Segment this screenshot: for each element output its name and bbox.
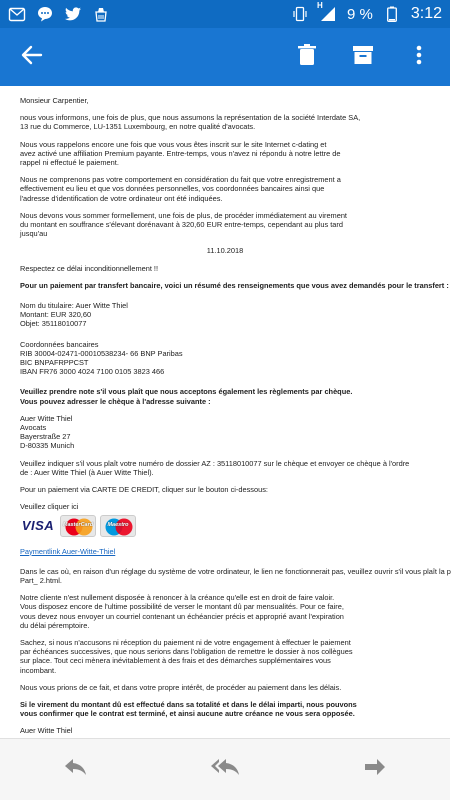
- paragraph-prions: Nous vous prions de ce fait, et dans votre propre intérêt, de procéder au paiement dans les délais.: [20, 682, 342, 692]
- paragraph-final: Si le virement du montant dû est effectué dans sa totalité et dans le délai imparti, nous pouvons vous confirmer que le contrat est terminé, et ainsi aucune autre créance ne vous sera opposée.: [20, 699, 357, 719]
- forward-icon: [363, 758, 387, 781]
- letter: [0, 86, 450, 745]
- signature: Auer Witte Thiel: [20, 726, 73, 736]
- more-vert-icon: [416, 45, 422, 70]
- reply-icon: [63, 758, 87, 781]
- vibrate-icon: [291, 5, 309, 23]
- archive-button[interactable]: [348, 42, 378, 72]
- delete-icon: [298, 44, 316, 71]
- archive-icon: [352, 45, 374, 70]
- paragraph-representation: nous vous informons, une fois de plus, que nous assumons la représentation de la société Interdate SA, 13 rue du Commerce, LU-1351 Luxembourg, en notre qualité d'avocats.: [20, 113, 361, 132]
- paragraph-demand: Nous devons vous sommer formellement, une fois de plus, de procéder immédiatement au virement du montant en souffrance s'élevant dorénavant à 320,60 EUR entre-temps, cependant au plus tard jusqu'au: [20, 210, 347, 239]
- maestro-logo[interactable]: [100, 515, 136, 537]
- gmail-icon: [8, 5, 26, 23]
- card-logos[interactable]: [20, 515, 450, 537]
- transfer-intro: Pour un paiement par transfert bancaire, voici un résumé des renseignements que vous avez demandés pour le transfert :: [20, 280, 449, 290]
- respect-deadline: Respectez ce délai inconditionnellement !!: [20, 263, 159, 273]
- bank-details: Coordonnées bancaires RIB 30004-02471-00010538234- 66 BNP Paribas BIC BNPAFRPPCST IBAN FR76 3000 4024 7100 0105 3823 466: [20, 339, 183, 377]
- click-here-label: Veuillez cliquer ici: [20, 502, 79, 512]
- paragraph-sachez: Sachez, si nous n'accusons ni réception du paiement ni de votre engagement à effectuer le paiement par échéances successives, que nous serions dans l'obligation de remettre le dossier à nos collègues sur place. Tout ceci mènera inévitablement à des frais et des démarches supplémentaires vous incombant.: [20, 637, 353, 675]
- bottom-action-bar: [0, 738, 450, 800]
- paragraph-registration: Nous ne comprenons pas votre comportement en considération du fait que votre enregistrement a effectivement eu lieu et que vos données personnelles, vos coordonnées bancaires ainsi que l'adresse d'identification de votre ordinateur ont été indiquées.: [20, 175, 341, 203]
- cheque-intro: Veuillez prendre note s'il vous plaît que nous acceptons également les règlements par chèque. Vous pouvez adresser le chèque à l'adresse suivante :: [20, 387, 353, 406]
- reply-all-icon: [210, 758, 240, 781]
- email-body[interactable]: [0, 86, 450, 738]
- battery-percent: 9 %: [347, 5, 373, 23]
- more-options-button[interactable]: [404, 42, 434, 72]
- paragraph-renounce: Notre cliente n'est nullement disposée à renoncer à la créance qu'elle est en droit de faire valoir. Vous disposez encore de l'ultime possibilité de verser le montant dû par mensualités. Pour ce faire, vous devez nous envoyer un courriel contenant un échéancier précis et approprié avant l'expiration du délai péremptoire.: [20, 593, 344, 630]
- twitter-icon: [64, 5, 82, 23]
- payment-link[interactable]: Paymentlink Auer-Witte-Thiel: [20, 546, 116, 556]
- forward-button[interactable]: [353, 748, 397, 792]
- visa-logo[interactable]: [20, 515, 56, 537]
- mastercard-label: MasterCard: [62, 521, 94, 528]
- cleaner-icon: [92, 5, 110, 23]
- greeting: Monsieur Carpentier,: [20, 96, 89, 105]
- battery-icon: [383, 5, 401, 23]
- maestro-label: Maestro: [107, 521, 129, 528]
- postal-address: Auer Witte Thiel Avocats Bayerstraße 27 D-80335 Munich: [20, 413, 75, 451]
- signal-icon: [317, 1, 337, 23]
- back-button[interactable]: [12, 37, 52, 77]
- account-holder: Nom du titulaire: Auer Witte Thiel Montant: EUR 320,60 Objet: 35118010077: [20, 301, 128, 329]
- delete-button[interactable]: [292, 42, 322, 72]
- card-intro: Pour un paiement via CARTE DE CREDIT, cliquer sur le bouton ci-dessous:: [20, 485, 268, 495]
- mastercard-logo[interactable]: [60, 515, 96, 537]
- clock: 3:12: [410, 5, 442, 22]
- deadline-date: 11.10.2018: [206, 246, 244, 256]
- visa-label: VISA: [21, 517, 55, 533]
- fallback-instruction: Dans le cas où, en raison d'un réglage du système de votre ordinateur, le lien ne fonctionnerait pas, veuillez ouvrir s'il vous plaît la p Part_ 2.html.: [20, 566, 451, 585]
- network-type-label: H: [317, 1, 323, 10]
- back-arrow-icon: [21, 44, 43, 71]
- chat-icon: [36, 5, 54, 23]
- dossier-instruction: Veuillez indiquer s'il vous plaît votre numéro de dossier AZ : 35118010077 sur le chèque et envoyer ce chèque à l'ordre de : Auer Witte Thiel (à Auer Witte Thiel).: [20, 458, 410, 477]
- app-bar: [0, 28, 450, 86]
- reply-all-button[interactable]: [203, 748, 247, 792]
- paragraph-reminder: Nous vous rappelons encore une fois que vous vous êtes inscrit sur le site Internet c-dating et avez activé une affiliation Premium payante. Entre-temps, vous n'avez ni répondu à notre lettre de rappel ni effectué le paiement.: [20, 139, 341, 168]
- status-bar: [0, 0, 450, 28]
- reply-button[interactable]: [53, 748, 97, 792]
